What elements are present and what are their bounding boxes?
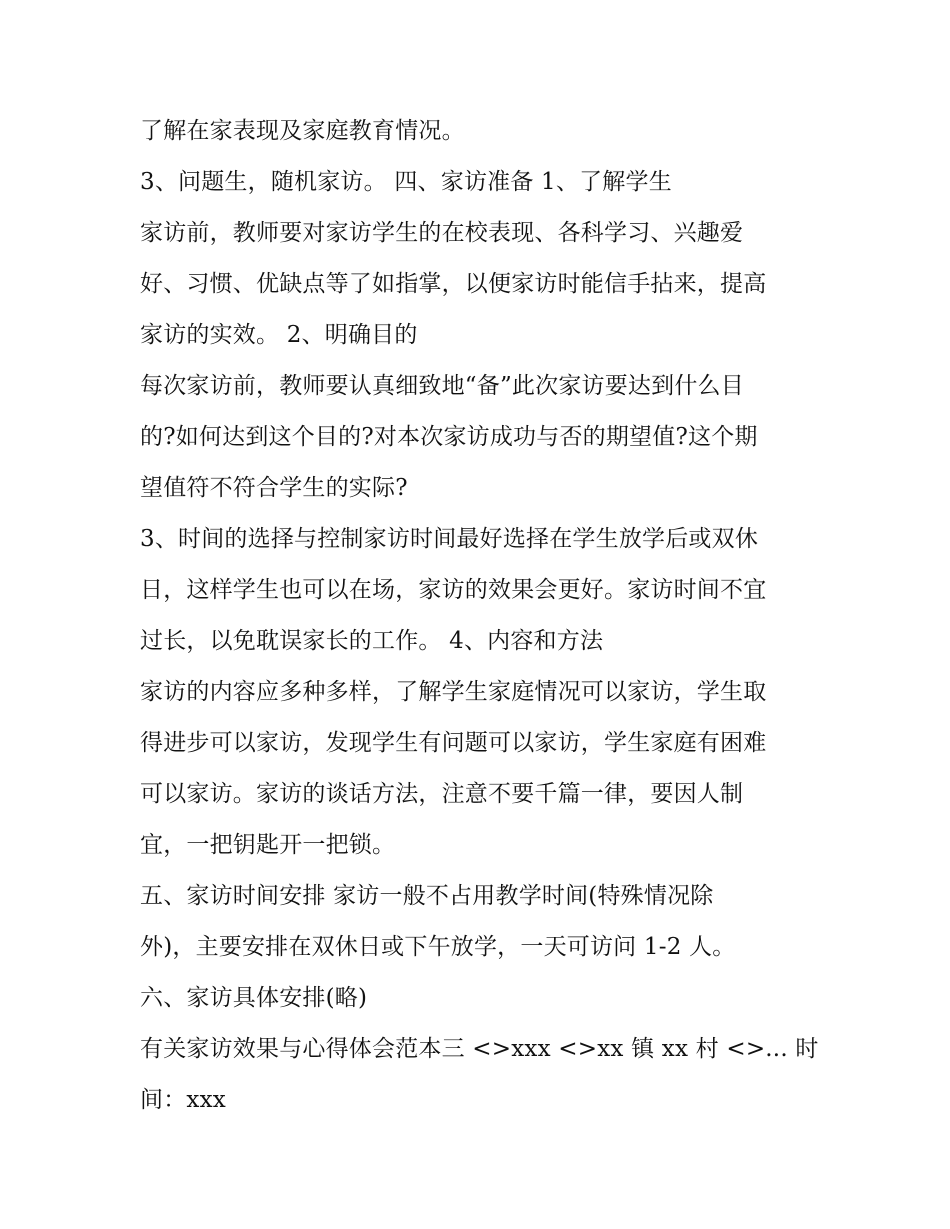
text-line-2: 3、问题生，随机家访。 四、家访准备 1、了解学生 [140, 169, 672, 195]
text-line-7: 的?如何达到这个目的?对本次家访成功与否的期望值?这个期 [140, 424, 758, 450]
text-line-15: 宜，一把钥匙开一把锁。 [140, 832, 396, 858]
text-line-20: 间：xxx [140, 1087, 226, 1113]
text-line-4: 好、习惯、优缺点等了如指掌，以便家访时能信手拈来，提高 [140, 271, 767, 297]
text-line-13: 得进步可以家访，发现学生有问题可以家访，学生家庭有困难 [140, 730, 767, 756]
text-line-11: 过长，以免耽误家长的工作。 4、内容和方法 [140, 628, 604, 654]
text-line-3: 家访前，教师要对家访学生的在校表现、各科学习、兴趣爱 [140, 220, 744, 246]
text-line-10: 日，这样学生也可以在场，家访的效果会更好。家访时间不宜 [140, 577, 767, 603]
body-text [140, 106, 840, 1126]
text-line-5: 家访的实效。 2、明确目的 [140, 322, 418, 348]
text-line-1: 了解在家表现及家庭教育情况。 [140, 118, 465, 144]
text-line-16: 五、家访时间安排 家访一般不占用教学时间(特殊情况除 [140, 883, 714, 909]
text-line-17: 外)，主要安排在双休日或下午放学，一天可访问 1-2 人。 [140, 934, 736, 960]
text-line-9: 3、时间的选择与控制家访时间最好选择在学生放学后或双休 [140, 526, 759, 552]
text-line-12: 家访的内容应多种多样，了解学生家庭情况可以家访，学生取 [140, 679, 767, 705]
text-line-18: 六、家访具体安排(略) [140, 985, 368, 1011]
text-line-19: 有关家访效果与心得体会范本三 <>xxx <>xx 镇 xx 村 <>... 时 [140, 1036, 819, 1062]
text-line-14: 可以家访。家访的谈话方法，注意不要千篇一律，要因人制 [140, 781, 744, 807]
text-line-6: 每次家访前，教师要认真细致地“备”此次家访要达到什么目 [140, 373, 744, 399]
text-line-8: 望值符不符合学生的实际? [140, 475, 408, 501]
